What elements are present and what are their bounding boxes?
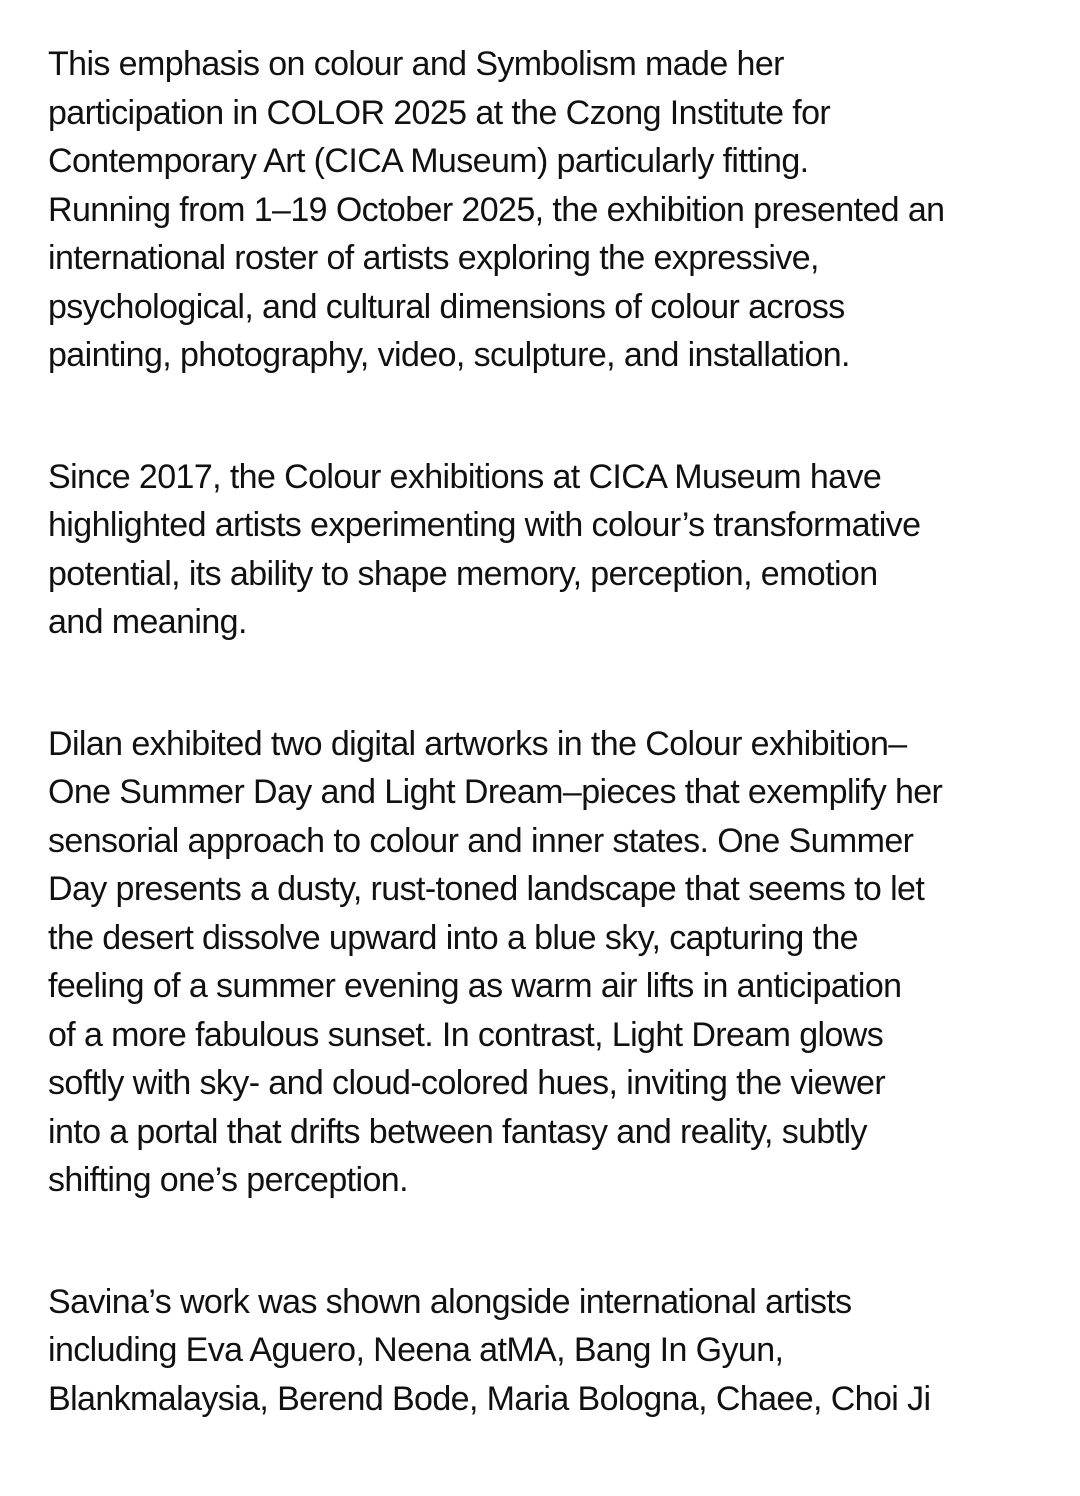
text-line: highlighted artists experimenting with colour’s transformative (48, 506, 921, 544)
text-line: psychological, and cultural dimensions of colour across (48, 287, 845, 326)
text-line: Running from 1–19 October 2025, the exhibition presented an (48, 190, 945, 229)
text-line: including Eva Aguero, Neena atMA, Bang In Gyun, (48, 1331, 784, 1369)
paragraph-cica-color-2025 (48, 40, 1048, 380)
text-line: feeling of a summer evening as warm air lifts in anticipation (48, 967, 902, 1005)
text-line: the desert dissolve upward into a blue sky, capturing the (48, 918, 858, 957)
text-line: Day presents a dusty, rust-toned landscape that seems to let (48, 870, 925, 908)
text-line: participation in COLOR 2025 at the Czong Institute for (48, 93, 831, 132)
text-line: One Summer Day and Light Dream–pieces that exemplify her (48, 773, 943, 811)
text-line: Dilan exhibited two digital artworks in the Colour exhibition– (48, 724, 907, 763)
article-body (48, 40, 1048, 1496)
text-line: potential, its ability to shape memory, perception, emotion (48, 554, 878, 593)
paragraph-dilan-artworks (48, 720, 1048, 1205)
text-line: Blankmalaysia, Berend Bode, Maria Bologna, Chaee, Choi Ji (48, 1379, 931, 1418)
paragraph-savina-artists (48, 1278, 1048, 1424)
text-line: This emphasis on colour and Symbolism made her (48, 45, 784, 83)
text-line: Since 2017, the Colour exhibitions at CICA Museum have (48, 457, 882, 496)
text-line: international roster of artists exploring the expressive, (48, 239, 819, 277)
text-line: softly with sky- and cloud-colored hues, inviting the viewer (48, 1064, 886, 1102)
text-line: sensorial approach to colour and inner states. One Summer (48, 821, 914, 860)
text-line: painting, photography, video, sculpture, and installation. (48, 336, 850, 374)
text-line: Contemporary Art (CICA Museum) particularly fitting. (48, 142, 809, 180)
text-line: of a more fabulous sunset. In contrast, Light Dream glows (48, 1015, 884, 1054)
paragraph-colour-exhibitions-history (48, 453, 1048, 647)
text-line: into a portal that drifts between fantasy and reality, subtly (48, 1112, 867, 1151)
text-line: Savina’s work was shown alongside international artists (48, 1282, 852, 1321)
text-line: and meaning. (48, 603, 247, 641)
text-line: shifting one’s perception. (48, 1161, 408, 1199)
